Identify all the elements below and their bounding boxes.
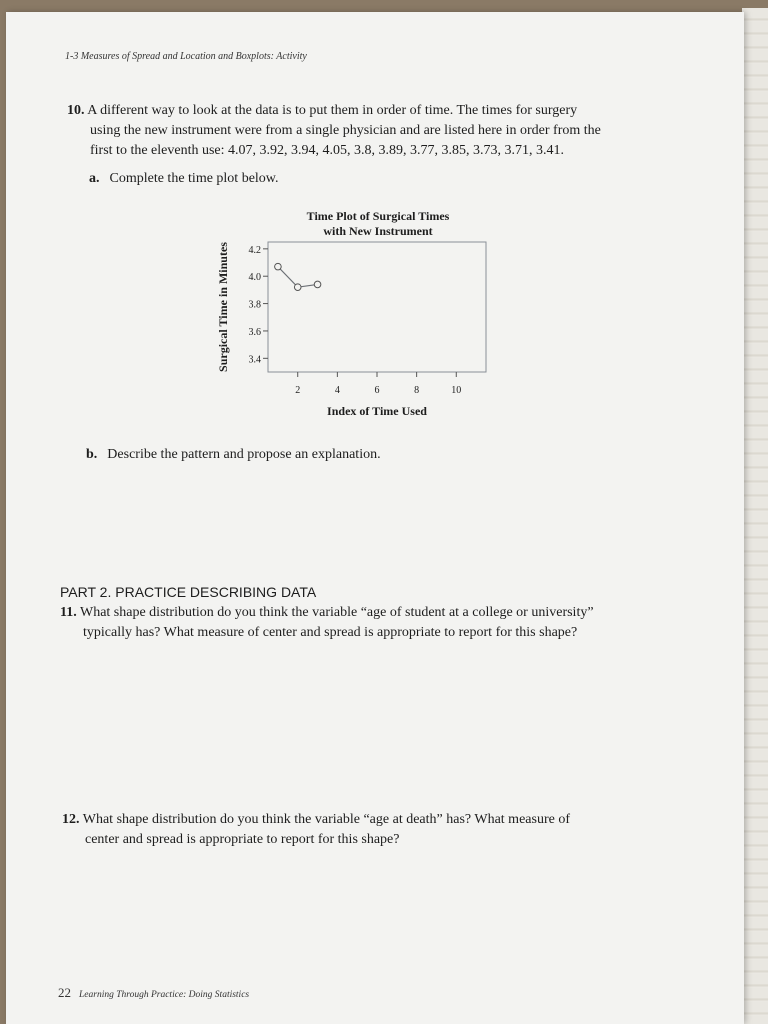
question-10 bbox=[67, 101, 667, 161]
question-11-line-2: typically has? What measure of center and spread is appropriate to report for this shape? bbox=[83, 625, 578, 640]
question-11-number: 11. bbox=[60, 605, 77, 620]
question-11-line-1: What shape distribution do you think the variable “age of student at a college or university” bbox=[79, 605, 594, 620]
page-stack-edge bbox=[742, 8, 768, 1024]
page-number: 22 bbox=[58, 985, 71, 1000]
y-tick-label-0: 4.2 bbox=[248, 244, 261, 256]
data-point-3 bbox=[314, 281, 321, 288]
question-10a-label: a. bbox=[89, 171, 100, 186]
y-tick-label-1: 4.0 bbox=[248, 272, 261, 284]
x-tick-label-3: 8 bbox=[414, 385, 420, 396]
time-plot-chart bbox=[210, 200, 500, 425]
y-tick-label-4: 3.4 bbox=[248, 354, 261, 366]
question-12 bbox=[62, 810, 702, 850]
part-2-heading: PART 2. PRACTICE DESCRIBING DATA bbox=[60, 584, 317, 600]
question-10a-text: Complete the time plot below. bbox=[109, 171, 279, 186]
x-tick-label-2: 6 bbox=[374, 385, 380, 396]
x-tick-label-1: 4 bbox=[334, 385, 340, 396]
question-12-line-1: What shape distribution do you think the variable “age at death” has? What measure of bbox=[82, 812, 570, 827]
question-10a bbox=[89, 171, 279, 187]
running-head: 1-3 Measures of Spread and Location and Boxplots: Activity bbox=[65, 51, 307, 62]
question-10-line-2: using the new instrument were from a single physician and are listed here in order from the bbox=[90, 123, 601, 138]
data-point-2 bbox=[294, 284, 301, 291]
workbook-page bbox=[6, 12, 744, 1024]
chart-title-line-1: Time Plot of Surgical Times bbox=[306, 209, 450, 223]
question-10b-text: Describe the pattern and propose an explanation. bbox=[107, 447, 381, 462]
x-axis-label: Index of Time Used bbox=[327, 404, 427, 418]
y-tick-label-2: 3.8 bbox=[248, 299, 261, 311]
question-10-number: 10. bbox=[67, 103, 85, 118]
question-10b-label: b. bbox=[86, 447, 98, 462]
x-tick-label-0: 2 bbox=[295, 385, 301, 396]
footer-text: Learning Through Practice: Doing Statistics bbox=[79, 990, 250, 1000]
chart-title-line-2: with New Instrument bbox=[323, 224, 433, 238]
page-footer bbox=[58, 985, 249, 1001]
data-point-1 bbox=[275, 263, 282, 270]
plot-frame bbox=[268, 242, 486, 372]
y-tick-label-3: 3.6 bbox=[248, 326, 261, 338]
question-10b bbox=[86, 447, 381, 463]
x-tick-label-4: 10 bbox=[451, 385, 462, 396]
question-10-line-1: A different way to look at the data is to put them in order of time. The times for surgery bbox=[87, 103, 578, 118]
question-12-line-2: center and spread is appropriate to report for this shape? bbox=[85, 832, 400, 847]
question-11 bbox=[60, 603, 700, 643]
question-12-number: 12. bbox=[62, 812, 80, 827]
question-10-line-3: first to the eleventh use: 4.07, 3.92, 3.94, 4.05, 3.8, 3.89, 3.77, 3.85, 3.73, 3.71, 3.41. bbox=[90, 143, 565, 158]
y-axis-label: Surgical Time in Minutes bbox=[216, 242, 230, 372]
